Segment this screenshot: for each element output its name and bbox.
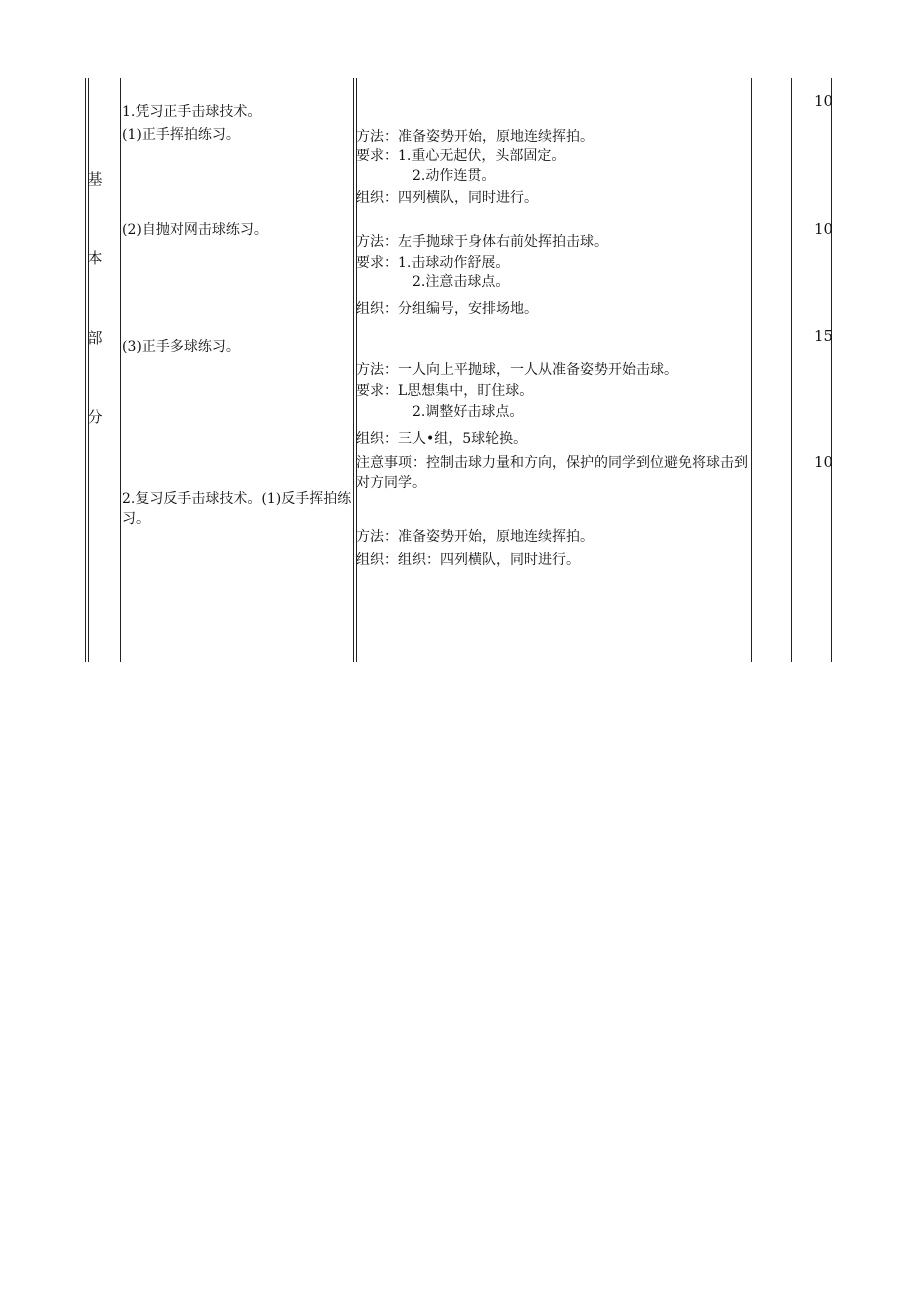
time-2: 10 (814, 220, 834, 238)
column-divider-3 (751, 78, 752, 662)
organization-4: 组织：组织：四列横队，同时进行。 (356, 552, 580, 568)
table-right-border (831, 78, 832, 662)
method-3: 方法：一人向上平抛球，一人从准备姿势开始击球。 (356, 362, 678, 378)
content-item-2: 2.复习反手击球技术。(1)反手挥拍练习。 (122, 491, 352, 527)
note-3: 注意事项：控制击球力量和方向，保护的同学到位避免将球击到对方同学。 (356, 455, 748, 491)
time-1: 10 (814, 92, 834, 110)
method-2: 方法：左手抛球于身体右前处挥拍击球。 (356, 234, 608, 250)
organization-2: 组织：分组编号，安排场地。 (356, 301, 538, 317)
column-divider-4 (791, 78, 792, 662)
content-item-1: 1.凭习正手击球技术。 (122, 104, 262, 120)
time-4: 10 (814, 453, 834, 471)
requirement-2b: 2.注意击球点。 (412, 274, 510, 290)
content-item-1-1: (1)正手挥拍练习。 (122, 127, 240, 143)
requirement-2a: 要求：1.击球动作舒展。 (356, 255, 510, 271)
organization-1: 组织：四列横队，同时进行。 (356, 190, 538, 206)
section-char-1: 基 (87, 170, 103, 188)
table-left-border (85, 78, 89, 662)
requirement-1b: 2.动作连贯。 (412, 168, 496, 184)
requirement-3a: 要求：L思想集中，盯住球。 (356, 383, 534, 399)
section-char-3: 部 (87, 329, 103, 347)
method-1: 方法：准备姿势开始，原地连续挥拍。 (356, 129, 594, 145)
section-char-4: 分 (87, 408, 103, 426)
method-4: 方法：准备姿势开始，原地连续挥拍。 (356, 529, 594, 545)
organization-3: 组织：三人•组，5球轮换。 (356, 431, 528, 447)
column-divider-1 (120, 78, 121, 662)
content-item-1-3: (3)正手多球练习。 (122, 339, 240, 355)
content-item-1-2: (2)自抛对网击球练习。 (122, 222, 268, 238)
time-3: 15 (814, 327, 834, 345)
requirement-3b: 2.调整好击球点。 (412, 404, 524, 420)
section-char-2: 本 (87, 249, 103, 267)
requirement-1a: 要求：1.重心无起伏，头部固定。 (356, 148, 566, 164)
